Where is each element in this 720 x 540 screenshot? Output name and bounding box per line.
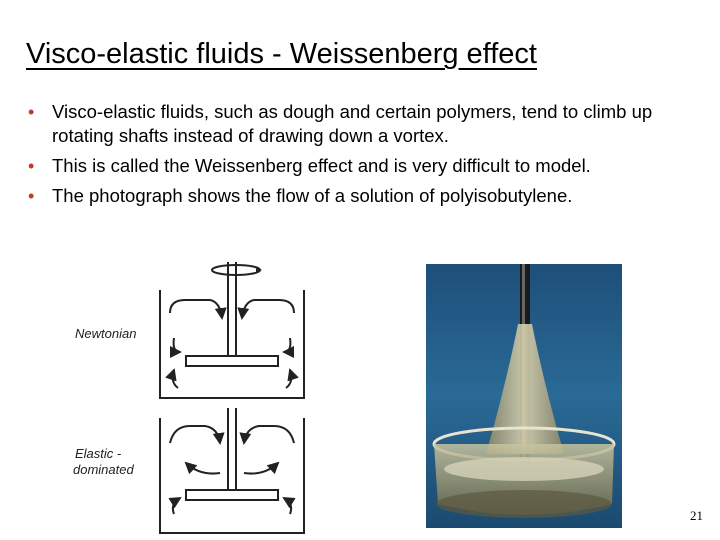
bullet-text: The photograph shows the flow of a solution of polyisobutylene. bbox=[52, 185, 573, 206]
bullet-item bbox=[28, 100, 708, 148]
elastic-container bbox=[160, 418, 304, 533]
flow-diagram bbox=[70, 258, 330, 538]
bullet-text: Visco-elastic fluids, such as dough and certain polymers, tend to climb up rotating shafts instead of drawing down a vortex. bbox=[52, 101, 653, 146]
bullet-item bbox=[28, 184, 708, 208]
label-elastic-line1: Elastic - bbox=[75, 446, 122, 461]
bullet-marker: • bbox=[28, 156, 35, 176]
bullet-list bbox=[28, 100, 708, 214]
weissenberg-photo bbox=[426, 264, 622, 528]
newtonian-container bbox=[160, 290, 304, 398]
bullet-marker: • bbox=[28, 102, 35, 122]
slide-title: Visco-elastic fluids - Weissenberg effect bbox=[26, 38, 537, 70]
label-newtonian: Newtonian bbox=[75, 326, 137, 341]
bullet-marker: • bbox=[28, 186, 35, 206]
bullet-text: This is called the Weissenberg effect and is very difficult to model. bbox=[52, 155, 591, 176]
page-number: 21 bbox=[690, 508, 703, 523]
bullet-item bbox=[28, 154, 708, 178]
label-elastic-line2: dominated bbox=[73, 462, 134, 477]
